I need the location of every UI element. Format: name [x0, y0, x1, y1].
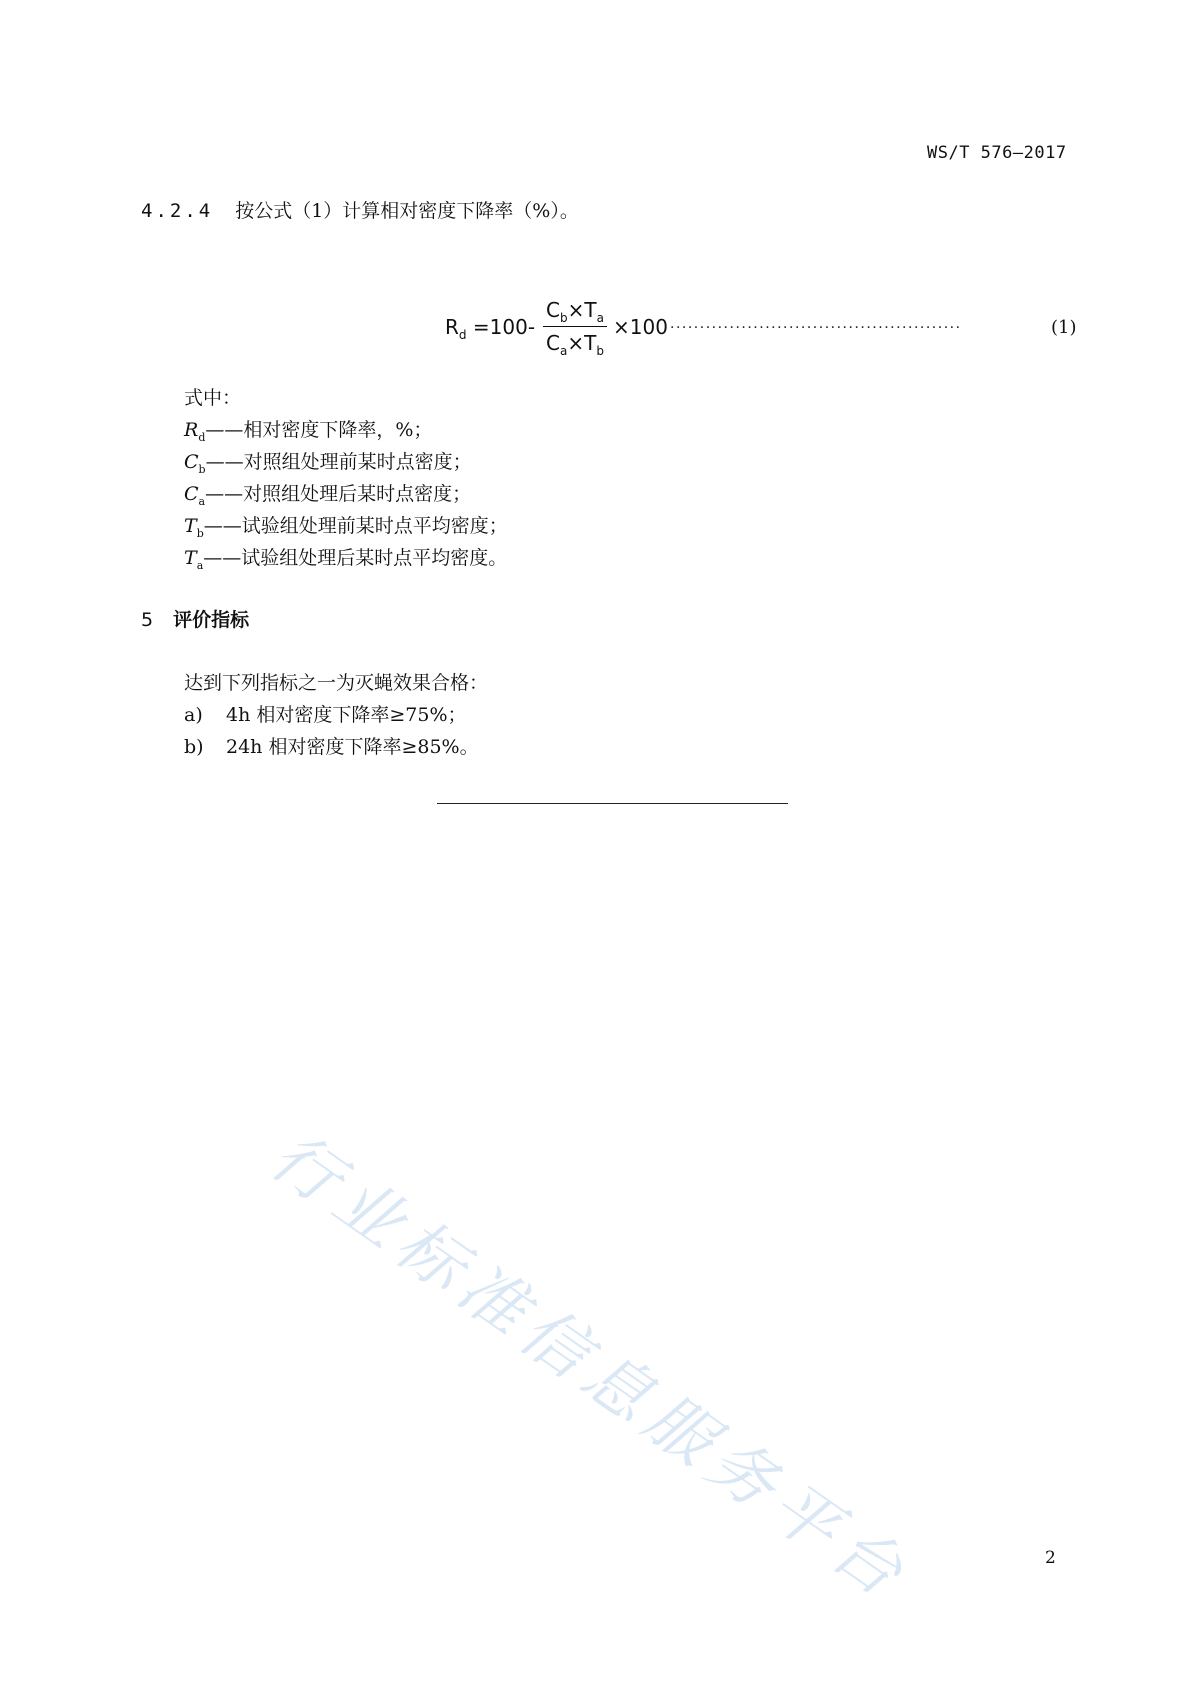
where-intro: 式中：: [184, 387, 242, 409]
fraction-denominator: $C_a\times T_b$: [546, 331, 604, 358]
where-item: $T_b——$试验组处理前某时点平均密度；: [184, 515, 508, 540]
clause-number: 4.2.4: [141, 200, 214, 222]
page-number: 2: [1045, 1548, 1056, 1568]
fraction-numerator: $C_b\times T_a$: [546, 298, 604, 325]
formula-rhs: ×100: [613, 315, 668, 339]
list-item: b) 24h 相对密度下降率≥85%。: [184, 736, 479, 758]
clause-4-2-4: [141, 196, 579, 223]
where-item: $C_a——$对照组处理后某时点密度；: [184, 483, 472, 508]
clause-text: 按公式（1）计算相对密度下降率（%）。: [235, 200, 579, 222]
formula-lhs: $R_d =100-$: [445, 315, 536, 342]
where-item: $R_d——$相对密度下降率，%；: [184, 419, 433, 444]
watermark: 行业标准信息服务平台: [257, 1117, 924, 1617]
where-item: $T_a——$试验组处理后某时点平均密度。: [184, 547, 508, 572]
where-item: $C_b——$对照组处理前某时点密度；: [184, 451, 472, 476]
formula-leader-dots: ·················································: [670, 320, 962, 336]
section-5-heading: [141, 605, 249, 632]
section-number: 5: [141, 609, 154, 631]
evaluation-intro: 达到下列指标之一为灭蝇效果合格：: [184, 672, 489, 694]
fraction-bar: [543, 326, 607, 327]
standard-code: WS/T 576—2017: [927, 143, 1067, 163]
section-title: 评价指标: [173, 609, 250, 631]
formula-fraction: [543, 296, 607, 357]
equation-number: (1): [1051, 317, 1077, 338]
end-rule: [437, 803, 788, 804]
list-item: a) 4h 相对密度下降率≥75%；: [184, 704, 467, 726]
